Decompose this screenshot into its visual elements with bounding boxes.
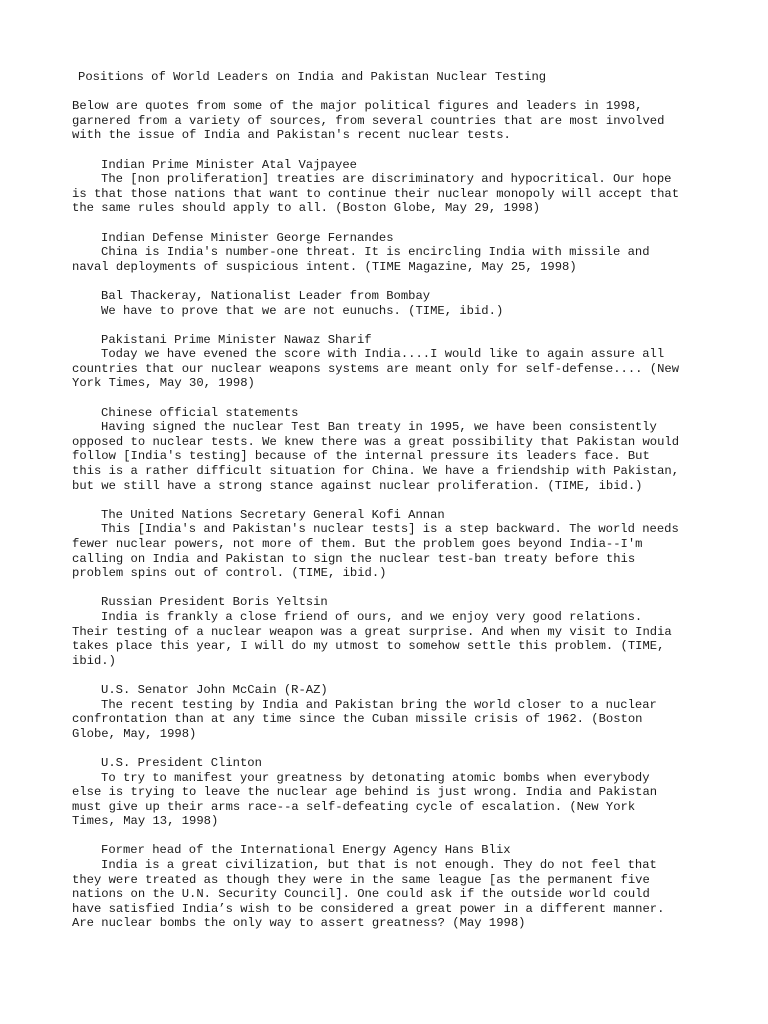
quote-block	[72, 289, 712, 318]
quote-block	[72, 231, 712, 275]
quote-speaker: Indian Defense Minister George Fernandes	[101, 230, 394, 245]
document-page	[72, 70, 712, 946]
quote-block	[72, 406, 712, 494]
quote-block	[72, 333, 712, 391]
quote-text: India is frankly a close friend of ours, and we enjoy very good relations. Their testing of a nuclear weapon was a great surprise. And when my visit to India takes place this year, I will do my utmost to somehow settle this problem. (TIME, ibid.)	[72, 609, 672, 668]
quote-text: The [non proliferation] treaties are discriminatory and hypocritical. Our hope is that those nations that want to continue their nuclear monopoly will accept that the same rules should apply to all. (Boston Globe, May 29, 1998)	[72, 172, 680, 216]
quote-speaker: U.S. Senator John McCain (R-AZ)	[101, 682, 328, 697]
quote-block	[72, 843, 712, 931]
quote-text: China is India's number-one threat. It is encircling India with missile and naval deployments of suspicious intent. (TIME Magazine, May 25, 1998)	[72, 245, 650, 274]
quote-text: Having signed the nuclear Test Ban treaty in 1995, we have been consistently opposed to nuclear tests. We knew there was a great possibility that Pakistan would follow [India's testing] because of the internal pressure its leaders face. But this is a rather difficult situation for China. We have a friendship with Pakistan, but we still have a strong stance against nuclear proliferation. (TIME, ibid.)	[72, 420, 680, 493]
quote-speaker: Former head of the International Energy Agency Hans Blix	[101, 843, 511, 858]
quote-block	[72, 756, 712, 829]
quote-text: The recent testing by India and Pakistan bring the world closer to a nuclear confrontation than at any time since the Cuban missile crisis of 1962. (Boston Globe, May, 1998)	[72, 697, 657, 741]
quote-text: This [India's and Pakistan's nuclear tests] is a step backward. The world needs fewer nuclear powers, not more of them. But the problem goes beyond India--I'm calling on India and Pakistan to sign the nuclear test-ban treaty before this problem spins out of control. (TIME, ibid.)	[72, 522, 679, 581]
quote-speaker: Pakistani Prime Minister Nawaz Sharif	[101, 332, 372, 347]
document-title: Positions of World Leaders on India and Pakistan Nuclear Testing	[78, 70, 547, 84]
quote-text: To try to manifest your greatness by detonating atomic bombs when everybody else is trying to leave the nuclear age behind is just wrong. India and Pakistan must give up their arms race--a self-defeating cycle of escalation. (New York Times, May 13, 1998)	[72, 770, 658, 829]
quote-block	[72, 595, 712, 668]
quote-speaker: Indian Prime Minister Atal Vajpayee	[101, 157, 357, 172]
quote-speaker: U.S. President Clinton	[101, 755, 262, 770]
quote-speaker: The United Nations Secretary General Kofi Annan	[101, 507, 445, 522]
quote-text: India is a great civilization, but that is not enough. They do not feel that they were treated as though they were in the same league [as the permanent five nations on the U.N. Security Council]. One could ask if the outside world could have satisfied India’s wish to be considered a great power in a different manner. Are nuclear bombs the only way to assert greatness? (May 1998)	[72, 858, 665, 931]
quote-text: Today we have evened the score with India....I would like to again assure all countries that our nuclear weapons systems are meant only for self-defense.... (New York Times, May 30, 1998)	[72, 347, 680, 391]
quote-block	[72, 158, 712, 216]
quote-speaker: Bal Thackeray, Nationalist Leader from Bombay	[101, 288, 431, 303]
quote-block	[72, 508, 712, 581]
quote-block	[72, 683, 712, 741]
quote-text: We have to prove that we are not eunuchs. (TIME, ibid.)	[101, 303, 504, 318]
document-intro: Below are quotes from some of the major political figures and leaders in 1998, garnered from a variety of sources, from several countries that are most involved with the issue of India and Pakistan's recent nuclear tests.	[72, 99, 665, 143]
quote-speaker: Chinese official statements	[101, 405, 299, 420]
quote-speaker: Russian President Boris Yeltsin	[101, 595, 328, 610]
